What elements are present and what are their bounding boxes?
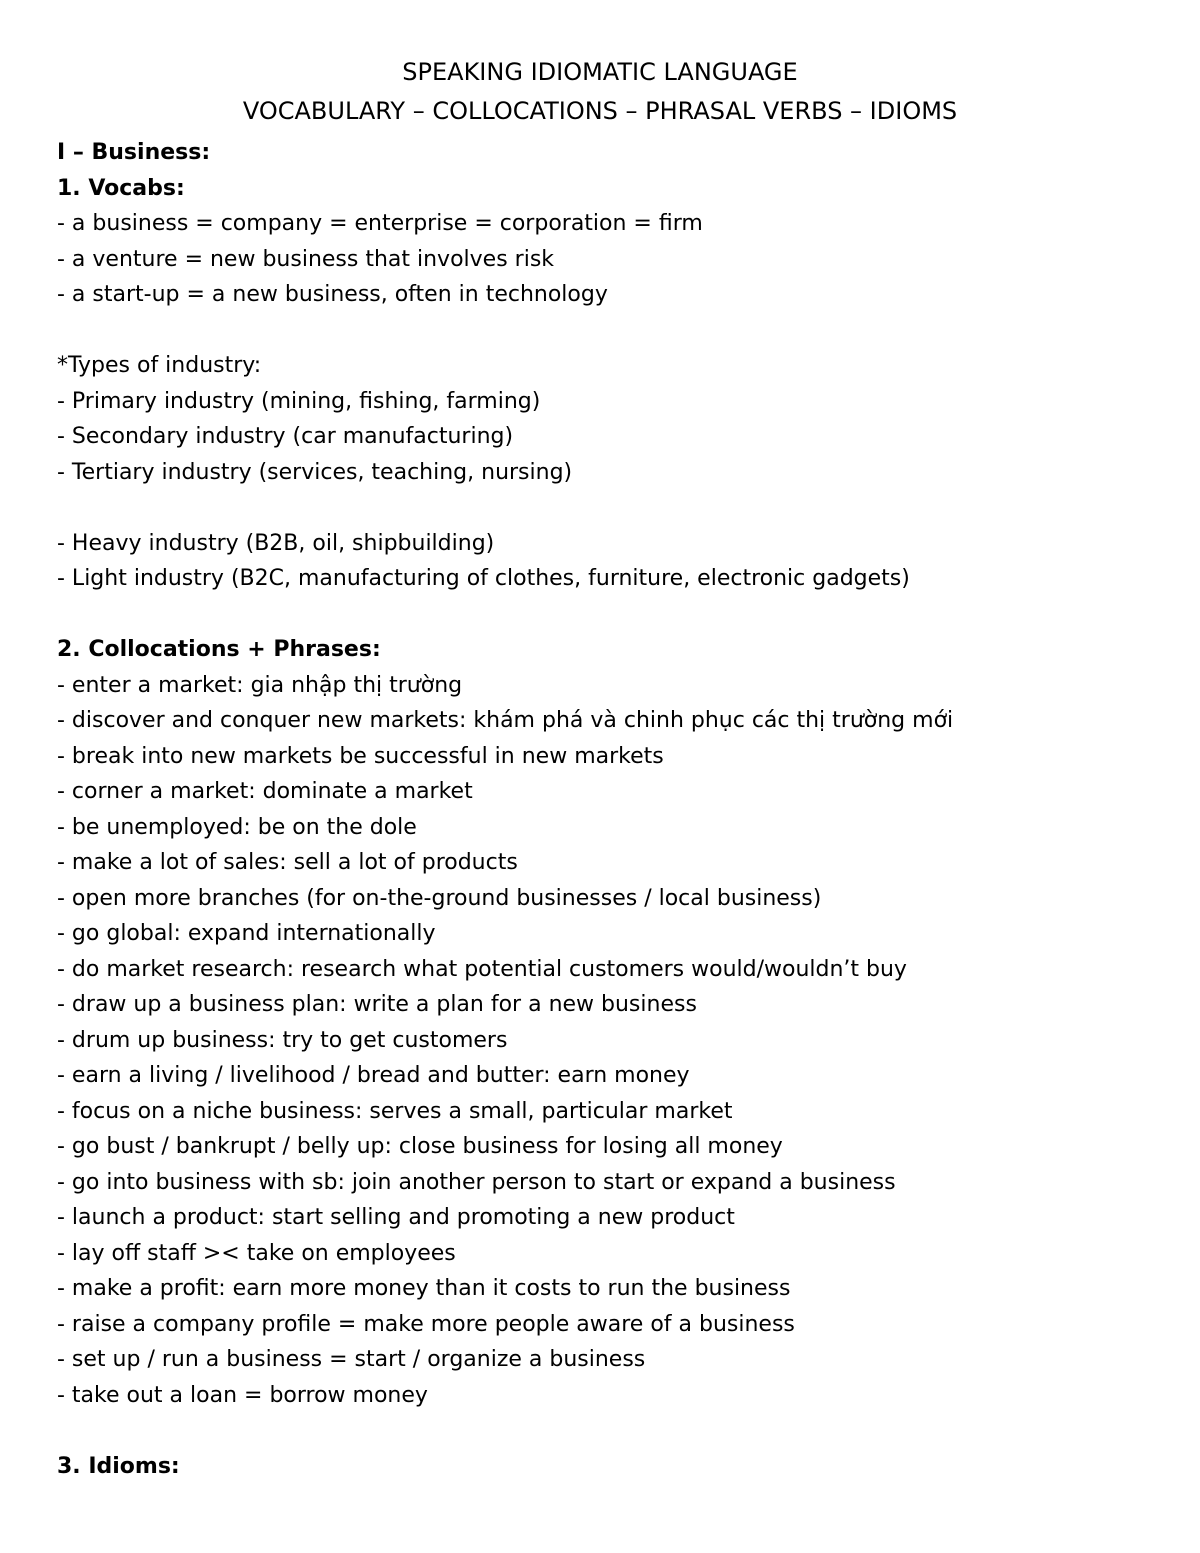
list-item: - Heavy industry (B2B, oil, shipbuilding) [57, 530, 495, 556]
list-item: - earn a living / livelihood / bread and butter: earn money [57, 1063, 690, 1088]
list-item: - a start-up = a new business, often in technology [57, 282, 608, 307]
list-item: - lay off staff >< take on employees [57, 1240, 456, 1266]
list-item: - make a lot of sales: sell a lot of products [57, 850, 518, 875]
list-item: - focus on a niche business: serves a small, particular market [57, 1098, 733, 1124]
list-item: - Primary industry (mining, fishing, farming) [57, 388, 541, 414]
collocations-heading: 2. Collocations + Phrases: [57, 637, 381, 662]
document-body [57, 135, 1177, 1484]
vocabs-heading: 1. Vocabs: [57, 175, 185, 201]
list-item: - enter a market: gia nhập thị trường [57, 672, 463, 698]
list-item: - launch a product: start selling and promoting a new product [57, 1205, 735, 1230]
list-item: - go bust / bankrupt / belly up: close business for losing all money [57, 1134, 783, 1159]
section-heading: I – Business: [57, 140, 211, 165]
blank-line [57, 313, 1177, 349]
list-item: - Tertiary industry (services, teaching, nursing) [57, 459, 573, 485]
list-item: - make a profit: earn more money than it costs to run the business [57, 1276, 791, 1301]
list-item: - Secondary industry (car manufacturing) [57, 424, 514, 449]
list-item: - be unemployed: be on the dole [57, 814, 417, 840]
blank-line [57, 597, 1177, 633]
collocations-list [57, 668, 1177, 1414]
list-item: - go into business with sb: join another person to start or expand a business [57, 1169, 896, 1195]
list-item: - draw up a business plan: write a plan for a new business [57, 992, 697, 1017]
list-item: - go global: expand internationally [57, 921, 436, 946]
list-item: - a business = company = enterprise = corporation = firm [57, 211, 703, 236]
list-item: - open more branches (for on-the-ground businesses / local business) [57, 885, 822, 911]
list-item: - discover and conquer new markets: khám phá và chinh phục các thị trường mới [57, 708, 954, 733]
idioms-heading: 3. Idioms: [57, 1453, 180, 1479]
list-item: - corner a market: dominate a market [57, 779, 473, 804]
blank-line [57, 1413, 1177, 1449]
list-item: - a venture = new business that involves risk [57, 246, 555, 272]
document-title: SPEAKING IDIOMATIC LANGUAGE [402, 58, 798, 86]
industry-types-heading: *Types of industry: [57, 353, 262, 378]
list-item: - set up / run a business = start / organize a business [57, 1347, 646, 1372]
list-item: - take out a loan = borrow money [57, 1382, 428, 1408]
list-item: - Light industry (B2C, manufacturing of clothes, furniture, electronic gadgets) [57, 566, 910, 591]
list-item: - drum up business: try to get customers [57, 1027, 508, 1053]
blank-line [57, 490, 1177, 526]
document-subtitle: VOCABULARY – COLLOCATIONS – PHRASAL VERBS – IDIOMS [242, 97, 958, 125]
list-item: - do market research: research what potential customers would/wouldn’t buy [57, 956, 907, 982]
list-item: - break into new markets be successful in new markets [57, 743, 664, 769]
list-item: - raise a company profile = make more people aware of a business [57, 1311, 795, 1337]
